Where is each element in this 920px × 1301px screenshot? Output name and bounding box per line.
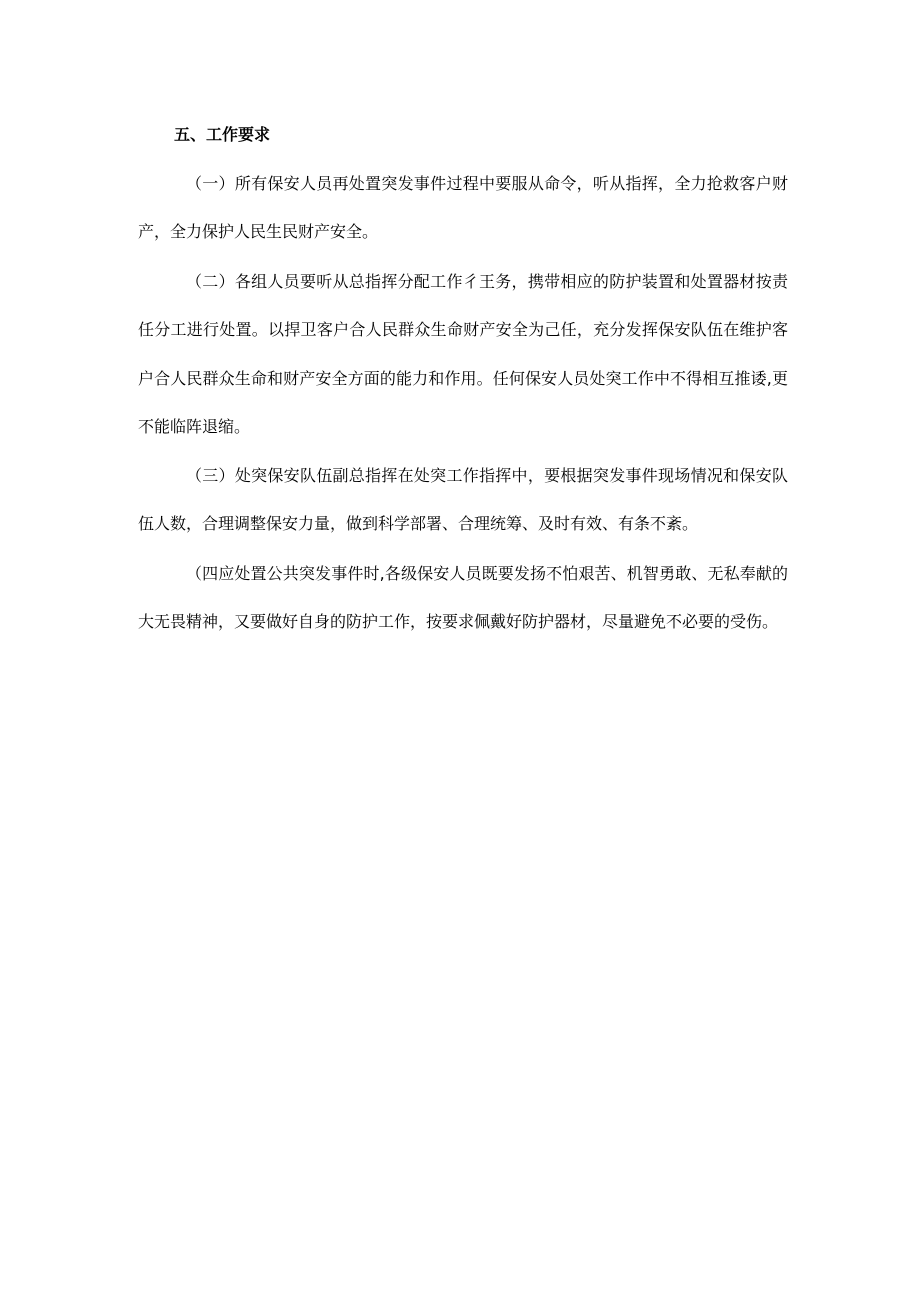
paragraph-4: （四应处置公共突发事件时,各级保安人员既要发扬不怕艰苦、机智勇敢、无私奉献的大无畏精神，又要做好自身的防护工作，按要求佩戴好防护器材，尽量避免不必要的受伤。 [138,564,788,632]
paragraph-1: （一）所有保安人员再处置突发事件过程中要服从命令，听从指挥，全力抢救客户财产，全力保护人民生民财产安全。 [138,174,788,242]
paragraph-3: （三）处突保安队伍副总指挥在处突工作指挥中，要根据突发事件现场情况和保安队伍人数，合理调整保安力量，做到科学部署、合理统筹、及时有效、有条不紊。 [138,466,788,534]
paragraph-2: （二）各组人员要听从总指挥分配工作彳王务，携带相应的防护装置和处置器材按责任分工进行处置。以捍卫客户合人民群众生命财产安全为己任，充分发挥保安队伍在维护客户合人民群众生命和财产安全方面的能力和作用。任何保安人员处突工作中不得相互推诿,更不能临阵退缩。 [138,272,788,437]
section-heading: 五、工作要求 [174,125,271,144]
